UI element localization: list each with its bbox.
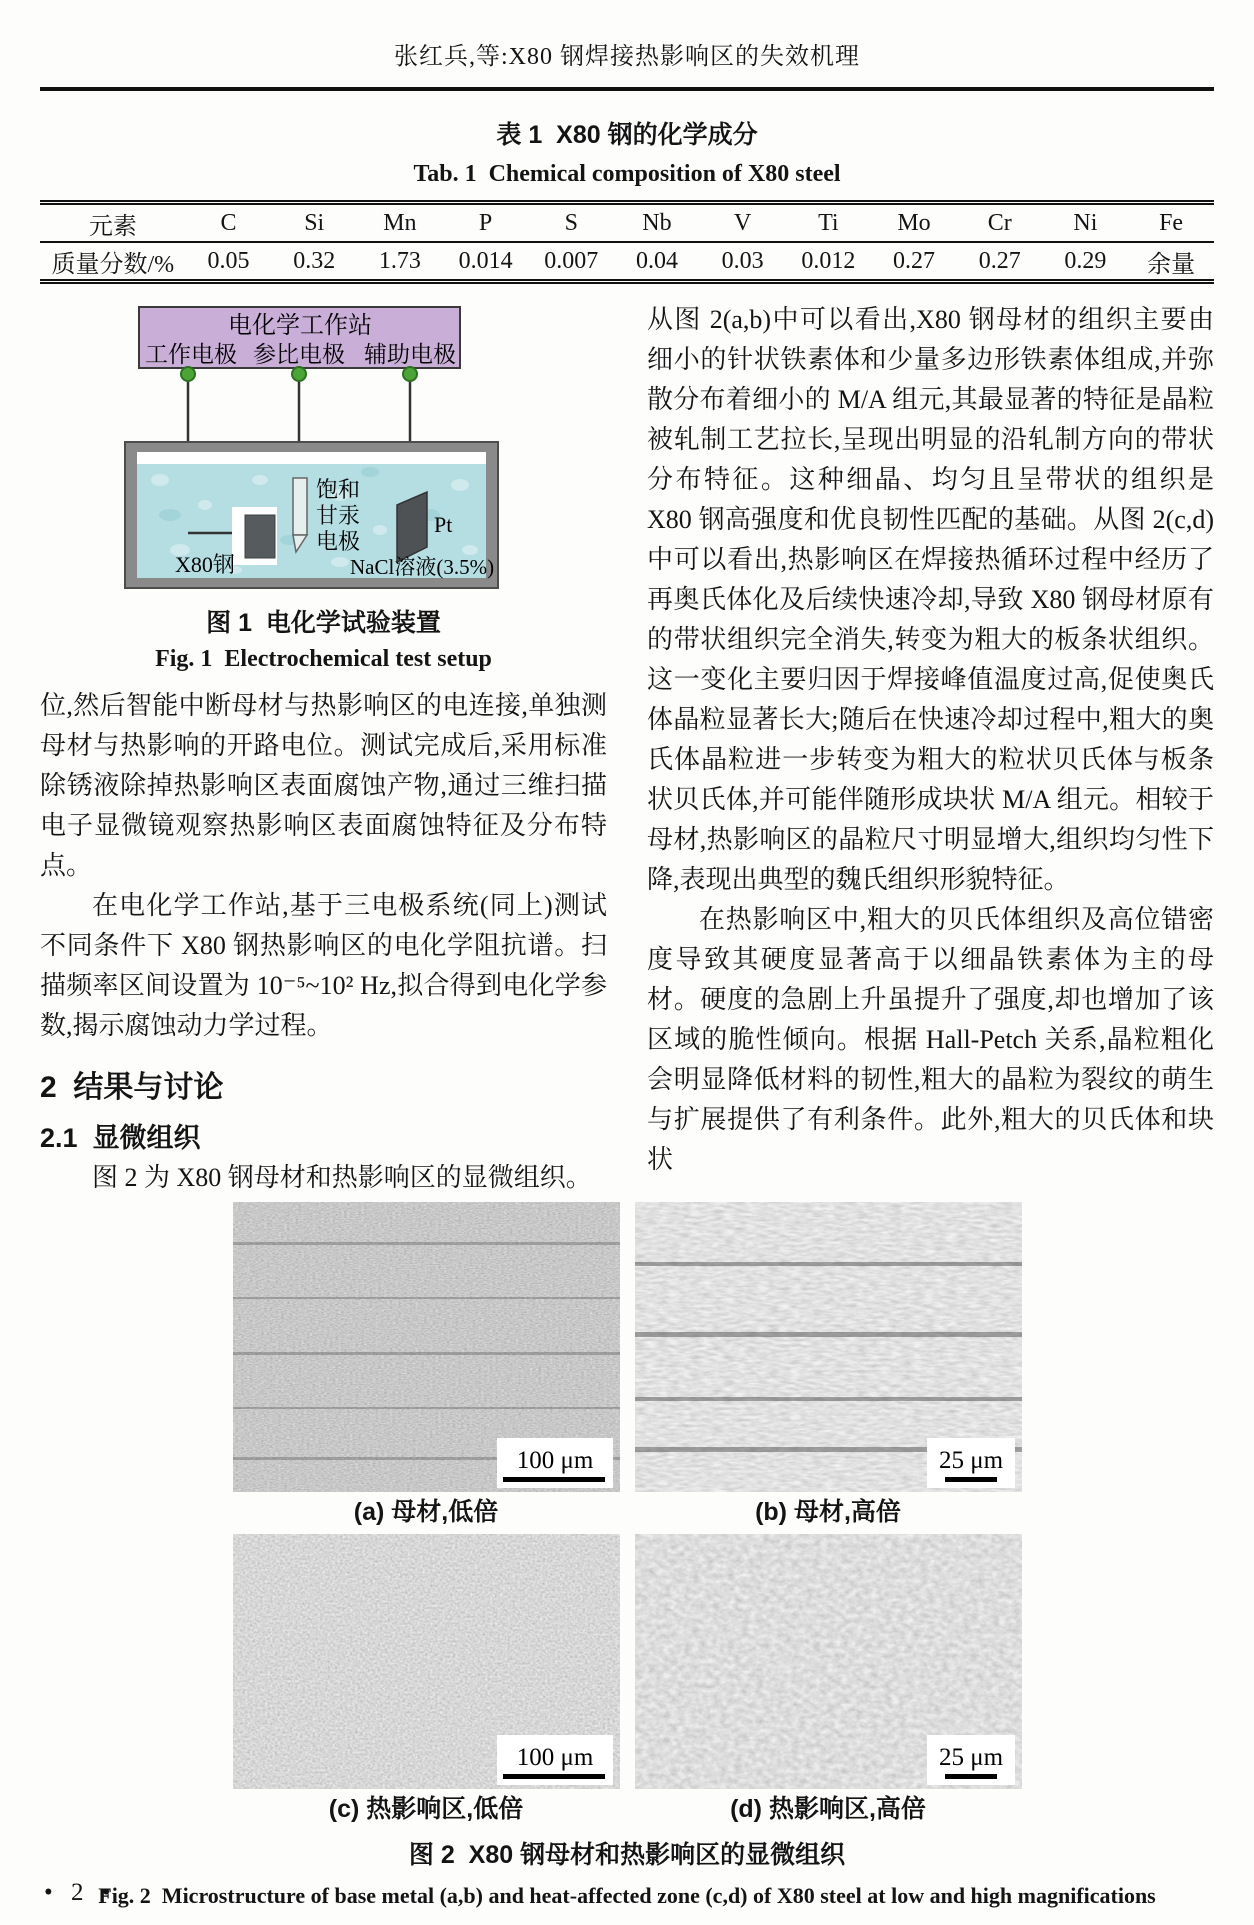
table-header-cell: S — [564, 209, 578, 236]
terminal-dot — [292, 367, 306, 381]
page-number: • 2 • — [44, 1879, 117, 1906]
right-column — [647, 300, 1214, 1198]
table1-title-zh: 表 1 X80 钢的化学成分 — [496, 121, 758, 149]
panel-a-caption: (a) 母材,低倍 — [353, 1498, 499, 1526]
x80-sample-label: X80钢 — [175, 552, 235, 577]
header-rule — [40, 87, 1214, 91]
panel-c-caption: (c) 热影响区,低倍 — [328, 1795, 524, 1823]
micrograph-a-base-metal-low-mag — [233, 1202, 620, 1492]
table-value-cell: 0.29 — [1064, 247, 1107, 274]
auxiliary-electrode-label: 辅助电极 — [364, 342, 456, 367]
paragraph: 图 2 为 X80 钢母材和热影响区的显微组织。 — [92, 1163, 592, 1192]
scalebar-label: 100 μm — [516, 1744, 593, 1771]
scalebar-label: 25 μm — [938, 1744, 1003, 1771]
figure2-row-2 — [233, 1534, 1022, 1789]
panel-b-caption: (b) 母材,高倍 — [755, 1498, 901, 1526]
figure2-caption-en: Fig. 2 Microstructure of base metal (a,b) and heat-affected zone (c,d) of X80 steel at low and high magnifications — [98, 1883, 1156, 1908]
table-value-cell: 余量 — [1147, 251, 1196, 278]
table-header-cell: Cr — [987, 209, 1012, 236]
micrograph-b-base-metal-high-mag — [635, 1202, 1022, 1492]
table-value-cell: 0.27 — [978, 247, 1021, 274]
micrograph-c-haz-low-mag — [233, 1534, 620, 1789]
terminal-dot — [403, 367, 417, 381]
scalebar-label: 25 μm — [938, 1447, 1003, 1474]
table-header-cell: Si — [304, 209, 325, 236]
table-value-cell: 0.014 — [458, 247, 513, 274]
sce-electrode — [293, 478, 307, 535]
table-header-cell: Nb — [642, 209, 672, 236]
pt-label: Pt — [434, 512, 453, 537]
table1-header-row — [40, 205, 1214, 243]
figure2-subcaptions-row-2 — [233, 1793, 1022, 1825]
scalebar-line — [503, 1774, 605, 1779]
scalebar-line — [503, 1477, 605, 1482]
table-value-cell: 0.007 — [544, 247, 599, 274]
paragraph: 从图 2(a,b)中可以看出,X80 钢母材的组织主要由细小的针状铁素体和少量多边形铁素体组成,并弥散分布着细小的 M/A 组元,其最显著的特征是晶粒被轧制工艺拉长,呈现出明显的沿轧制方向的带状分布特征。这种细晶、均匀且呈带状的组织是 X80 钢高强度和优良韧性匹配的基础。从图 2(c,d)中可以看出,热影响区在焊接热循环过程中经历了再奥氏体化及后续快速冷却,导致 X80 钢母材原有的带状组织完全消失,转变为粗大的板条状组织。这一变化主要归因于焊接峰值温度过高,促使奥氏体晶粒显著长大;随后在快速冷却过程中,粗大的奥氏体晶粒进一步转变为粗大的粒状贝氏体与板条状贝氏体,并可能伴随形成块状 M/A 组元。相较于母材,热影响区的晶粒尺寸明显增大,组织均匀性下降,表现出典型的魏氏组织形貌特征。 — [647, 305, 1214, 894]
section-heading-2-1: 2.1 显微组织 — [40, 1123, 201, 1153]
sce-label-line3: 电极 — [316, 529, 361, 554]
paragraph: 在电化学工作站,基于三电极系统(同上)测试不同条件下 X80 钢热影响区的电化学阻抗谱。扫描频率区间设置为 10⁻⁵~10² Hz,拟合得到电化学参数,揭示腐蚀动力学过程。 — [40, 891, 607, 1040]
terminal-dot — [181, 367, 195, 381]
running-head: 张红兵,等:X80 钢焊接热影响区的失效机理 — [394, 44, 860, 70]
table-value-cell: 0.32 — [293, 247, 336, 274]
x80-sample — [245, 515, 275, 558]
table-header-cell: P — [478, 209, 493, 236]
scalebar-label: 100 μm — [516, 1447, 593, 1474]
table-header-cell: 元素 — [88, 213, 137, 240]
table-header-cell: C — [220, 209, 237, 236]
table-value-cell: 0.27 — [893, 247, 936, 274]
table-header-cell: Fe — [1159, 209, 1184, 236]
paragraph: 在热影响区中,粗大的贝氏体组织及高位错密度导致其硬度显著高于以细晶铁素体为主的母材。硬度的急剧上升虽提升了强度,却也增加了该区域的脆性倾向。根据 Hall-Petch 关系,晶粒粗化会明显降低材料的韧性,粗大的晶粒为裂纹的萌生与扩展提供了有利条件。此外,粗大的贝氏体和块状 — [647, 905, 1214, 1174]
solution-label: NaCl溶液(3.5%) — [350, 555, 495, 579]
table1 — [40, 200, 1214, 284]
two-column-body — [40, 300, 1214, 1198]
table1-value-row — [40, 243, 1214, 279]
table-header-cell: Mn — [383, 209, 417, 236]
table-header-cell: Ni — [1073, 209, 1098, 236]
table-value-cell: 质量分数/% — [51, 251, 175, 278]
sce-label-line1: 饱和 — [316, 477, 361, 502]
figure2 — [233, 1202, 1022, 1825]
figure1-caption-zh: 图 1 电化学试验装置 — [206, 609, 441, 637]
table-header-cell: Mo — [897, 209, 931, 236]
reference-electrode-label: 参比电极 — [253, 342, 345, 367]
figure2-row-1 — [233, 1202, 1022, 1492]
table-header-cell: Ti — [818, 209, 839, 236]
left-column — [40, 300, 607, 1198]
table-value-cell: 0.012 — [801, 247, 856, 274]
table-header-cell: V — [733, 209, 752, 236]
scalebar-line — [945, 1774, 997, 1779]
panel-d-caption: (d) 热影响区,高倍 — [730, 1795, 926, 1823]
figure1-caption-en: Fig. 1 Electrochemical test setup — [155, 646, 492, 672]
figure2-caption-zh: 图 2 X80 钢母材和热影响区的显微组织 — [408, 1841, 846, 1869]
table-value-cell: 0.03 — [721, 247, 764, 274]
table1-title-en: Tab. 1 Chemical composition of X80 steel — [413, 161, 841, 187]
working-electrode-label: 工作电极 — [145, 342, 237, 367]
table-value-cell: 0.04 — [635, 247, 678, 274]
table-value-cell: 0.05 — [207, 247, 250, 274]
micrograph-d-haz-high-mag — [635, 1534, 1022, 1789]
scalebar-line — [945, 1477, 997, 1482]
section-heading-2: 2 结果与讨论 — [40, 1071, 224, 1104]
figure2-subcaptions-row-1 — [233, 1496, 1022, 1528]
workstation-label: 电化学工作站 — [228, 313, 372, 339]
figure1-diagram — [40, 300, 605, 595]
sce-label-line2: 甘汞 — [316, 503, 361, 528]
table-value-cell: 1.73 — [378, 247, 421, 274]
paragraph: 位,然后智能中断母材与热影响区的电连接,单独测母材与热影响的开路电位。测试完成后,采用标准除锈液除掉热影响区表面腐蚀产物,通过三维扫描电子显微镜观察热影响区表面腐蚀特征及分布特点。 — [40, 691, 607, 880]
